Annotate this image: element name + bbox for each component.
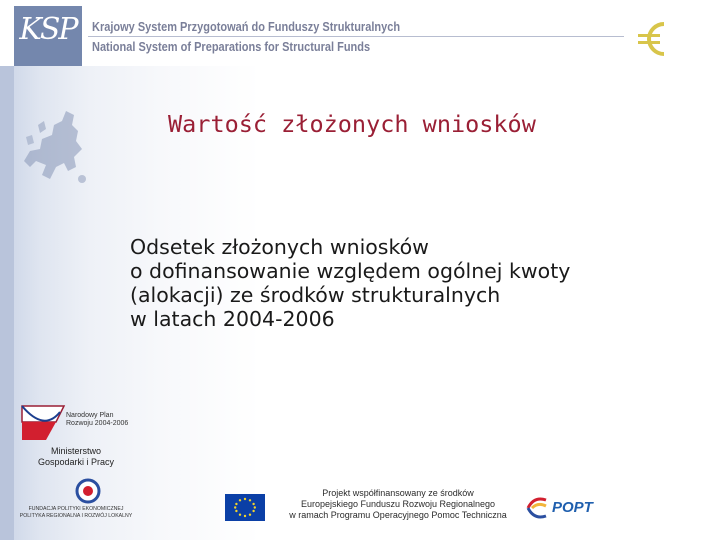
header-title-pl: Krajowy System Przygotowań do Funduszy Strukturalnych <box>92 20 401 34</box>
europe-map-icon <box>16 105 96 205</box>
ksp-logo-text: KSP <box>19 12 77 47</box>
project-line: Europejskiego Funduszu Rozwoju Regionalnego <box>300 499 496 509</box>
body-line: o dofinansowanie względem ogólnej kwoty <box>130 259 571 283</box>
ksp-logo <box>14 6 82 66</box>
body-line: (alokacji) ze środków strukturalnych <box>130 283 501 307</box>
ministry-logo-text <box>28 446 124 468</box>
eu-flag-icon <box>225 494 265 521</box>
fundacja-text <box>14 506 138 519</box>
ministry-line: Ministerstwo <box>50 446 101 456</box>
euro-icon <box>634 16 674 62</box>
fundacja-line: POLITYKA REGIONALNA I ROZWÓJ LOKALNY <box>19 512 133 519</box>
body-line: w latach 2004-2006 <box>130 307 335 331</box>
project-line: w ramach Programu Operacyjnego Pomoc Techniczna <box>289 510 507 520</box>
body-line: Odsetek złożonych wniosków <box>130 235 429 259</box>
slide-body <box>130 235 570 331</box>
fundacja-line: FUNDACJA POLITYKI EKONOMICZNEJ <box>28 506 124 512</box>
npr-text <box>66 412 128 428</box>
popt-text: POPT <box>552 499 593 516</box>
ministry-line: Gospodarki i Pracy <box>37 457 115 467</box>
project-cofinancing-text <box>278 488 518 521</box>
header-title-en: National System of Preparations for Structural Funds <box>92 40 371 54</box>
project-line: Projekt współfinansowany ze środków <box>322 488 474 498</box>
slide-title: Wartość złożonych wniosków <box>168 110 536 138</box>
npr-line: Narodowy Plan <box>66 412 114 419</box>
left-band <box>0 0 14 540</box>
npr-line: Rozwoju 2004-2006 <box>66 420 129 427</box>
header-divider <box>88 36 624 37</box>
